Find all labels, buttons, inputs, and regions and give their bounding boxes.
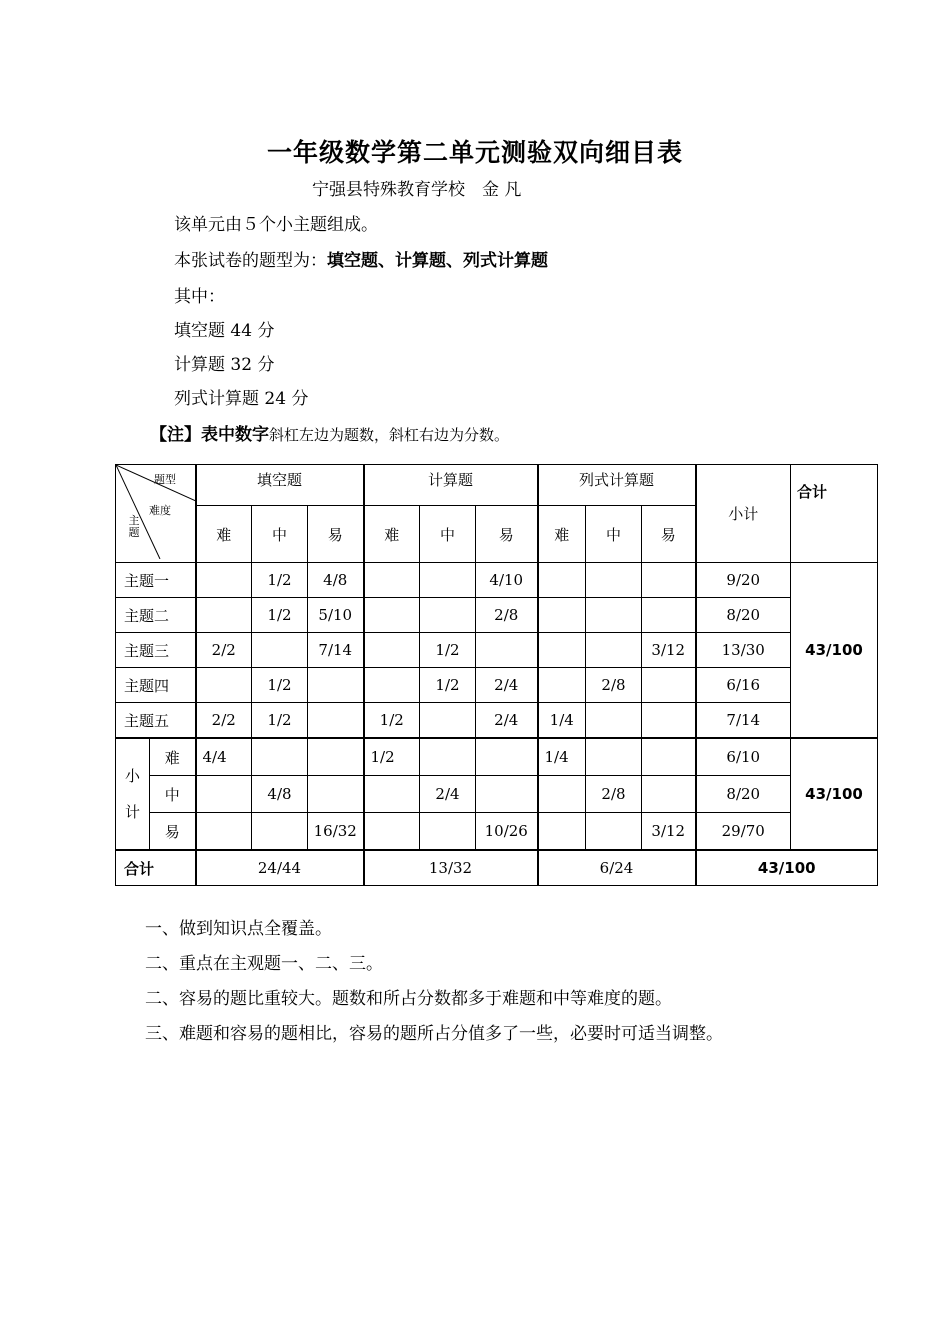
table-cell <box>252 738 308 776</box>
grand-total: 43/100 <box>696 850 878 886</box>
row-label: 主题三 <box>116 633 196 668</box>
table-cell: 2/8 <box>586 776 642 813</box>
table-cell <box>538 598 586 633</box>
table-cell: 1/2 <box>364 703 420 739</box>
table-cell: 4/4 <box>196 738 252 776</box>
question-type-label: 本张试卷的题型为： <box>174 251 327 271</box>
conclusion-2: 二、重点在主观题一、二、三。 <box>145 954 383 974</box>
table-cell <box>420 563 476 598</box>
table-cell: 1/2 <box>420 668 476 703</box>
row-label: 主题一 <box>116 563 196 598</box>
table-cell <box>196 668 252 703</box>
topic-total: 43/100 <box>791 563 878 739</box>
table-cell <box>420 738 476 776</box>
table-cell <box>476 776 538 813</box>
table-cell <box>642 598 696 633</box>
conclusion-1: 一、做到知识点全覆盖。 <box>145 919 332 939</box>
total-word-problem: 6/24 <box>538 850 696 886</box>
conclusion-4: 三、难题和容易的题相比，容易的题所占分值多了一些，必要时可适当调整。 <box>145 1024 723 1044</box>
table-cell <box>196 598 252 633</box>
intro-line-6: 列式计算题 24 分 <box>174 389 309 409</box>
table-cell <box>308 776 364 813</box>
conclusion-3: 二、容易的题比重较大。题数和所占分数都多于难题和中等难度的题。 <box>145 989 672 1009</box>
total-calculation: 13/32 <box>364 850 538 886</box>
table-row <box>116 738 878 776</box>
table-cell: 1/2 <box>252 598 308 633</box>
diff-hard: 难 <box>538 506 586 563</box>
table-cell <box>364 598 420 633</box>
table-cell: 4/10 <box>476 563 538 598</box>
table-cell: 2/2 <box>196 703 252 739</box>
diff-easy: 易 <box>476 506 538 563</box>
table-cell <box>642 738 696 776</box>
row-subtotal: 8/20 <box>696 598 791 633</box>
page-title: 一年级数学第二单元测验双向细目表 <box>266 138 683 167</box>
table-cell <box>586 703 642 739</box>
intro-line-1: 该单元由５个小主题组成。 <box>174 215 378 235</box>
table-cell <box>586 738 642 776</box>
table-cell: 16/32 <box>308 813 364 851</box>
table-cell <box>252 633 308 668</box>
table-cell <box>364 776 420 813</box>
table-row <box>116 598 878 633</box>
table-cell <box>586 633 642 668</box>
row-label: 主题四 <box>116 668 196 703</box>
table-cell: 7/14 <box>308 633 364 668</box>
table-cell <box>308 738 364 776</box>
table-cell <box>196 813 252 851</box>
table-cell <box>476 738 538 776</box>
total-row-label: 合计 <box>116 850 196 886</box>
diff-hard: 难 <box>364 506 420 563</box>
table-cell <box>586 813 642 851</box>
spec-table <box>115 464 878 886</box>
diff-row-label: 难 <box>150 738 196 776</box>
table-cell: 2/8 <box>476 598 538 633</box>
table-cell: 1/2 <box>364 738 420 776</box>
table-cell <box>308 668 364 703</box>
table-cell: 4/8 <box>308 563 364 598</box>
note-text: 斜杠左边为题数，斜杠右边为分数。 <box>269 426 510 444</box>
table-cell <box>364 813 420 851</box>
table-cell <box>642 703 696 739</box>
note-line <box>150 420 509 445</box>
intro-line-3: 其中： <box>174 287 225 307</box>
corner-type: 题型 <box>154 473 176 486</box>
subtotal-char-1: 小 <box>124 767 140 785</box>
subtotal-side-label <box>116 738 150 850</box>
diff-easy: 易 <box>308 506 364 563</box>
table-cell <box>364 633 420 668</box>
note-bracket: 【注】 <box>150 425 201 445</box>
total-row <box>116 850 878 886</box>
table-cell <box>196 776 252 813</box>
table-cell <box>420 813 476 851</box>
row-subtotal: 7/14 <box>696 703 791 739</box>
table-cell: 10/26 <box>476 813 538 851</box>
diff-medium: 中 <box>420 506 476 563</box>
table-cell <box>586 563 642 598</box>
author-line: 宁强县特殊教育学校 金 凡 <box>312 180 522 200</box>
diff-easy: 易 <box>642 506 696 563</box>
table-cell <box>364 563 420 598</box>
row-subtotal: 8/20 <box>696 776 791 813</box>
table-cell <box>538 668 586 703</box>
table-row <box>116 703 878 739</box>
table-row <box>116 813 878 851</box>
table-cell: 4/8 <box>252 776 308 813</box>
table-cell <box>476 633 538 668</box>
header-calculation: 计算题 <box>364 465 538 506</box>
corner-difficulty: 难度 <box>149 504 171 517</box>
diff-row-label: 中 <box>150 776 196 813</box>
corner-header <box>116 465 196 563</box>
table-cell: 2/4 <box>476 668 538 703</box>
row-label: 主题二 <box>116 598 196 633</box>
table-cell: 1/2 <box>252 563 308 598</box>
row-subtotal: 9/20 <box>696 563 791 598</box>
row-subtotal: 29/70 <box>696 813 791 851</box>
table-cell <box>252 813 308 851</box>
table-cell: 2/2 <box>196 633 252 668</box>
table-cell <box>538 633 586 668</box>
table-cell <box>642 563 696 598</box>
table-cell: 3/12 <box>642 813 696 851</box>
table-cell <box>420 703 476 739</box>
difficulty-total: 43/100 <box>791 738 878 850</box>
intro-line-5: 计算题 32 分 <box>174 355 275 375</box>
diff-medium: 中 <box>586 506 642 563</box>
header-word-problem: 列式计算题 <box>538 465 696 506</box>
table-row <box>116 563 878 598</box>
question-types: 填空题、计算题、列式计算题 <box>327 251 548 271</box>
note-bold: 表中数字 <box>201 425 269 445</box>
total-fill-blank: 24/44 <box>196 850 364 886</box>
table-cell <box>420 598 476 633</box>
intro-line-2 <box>174 246 548 271</box>
table-cell: 1/2 <box>420 633 476 668</box>
table-cell: 2/4 <box>420 776 476 813</box>
table-cell: 1/4 <box>538 738 586 776</box>
subtotal-char-2: 计 <box>124 803 140 821</box>
table-cell <box>196 563 252 598</box>
intro-line-4: 填空题 44 分 <box>174 321 275 341</box>
row-subtotal: 6/16 <box>696 668 791 703</box>
table-cell <box>364 668 420 703</box>
table-cell <box>538 813 586 851</box>
table-cell <box>308 703 364 739</box>
table-cell: 1/4 <box>538 703 586 739</box>
header-subtotal: 小计 <box>696 465 791 563</box>
diff-hard: 难 <box>196 506 252 563</box>
table-row <box>116 633 878 668</box>
header-total: 合计 <box>791 465 878 563</box>
table-cell: 5/10 <box>308 598 364 633</box>
table-cell: 2/8 <box>586 668 642 703</box>
table-row <box>116 776 878 813</box>
table-row <box>116 668 878 703</box>
table-cell: 1/2 <box>252 668 308 703</box>
table-cell <box>538 563 586 598</box>
table-cell <box>538 776 586 813</box>
table-cell <box>642 668 696 703</box>
row-label: 主题五 <box>116 703 196 739</box>
diff-row-label: 易 <box>150 813 196 851</box>
corner-topic: 主题 <box>128 514 140 539</box>
table-cell: 3/12 <box>642 633 696 668</box>
table-cell <box>586 598 642 633</box>
table-cell: 2/4 <box>476 703 538 739</box>
table-cell: 1/2 <box>252 703 308 739</box>
row-subtotal: 13/30 <box>696 633 791 668</box>
table-cell <box>642 776 696 813</box>
diff-medium: 中 <box>252 506 308 563</box>
header-fill-blank: 填空题 <box>196 465 364 506</box>
row-subtotal: 6/10 <box>696 738 791 776</box>
